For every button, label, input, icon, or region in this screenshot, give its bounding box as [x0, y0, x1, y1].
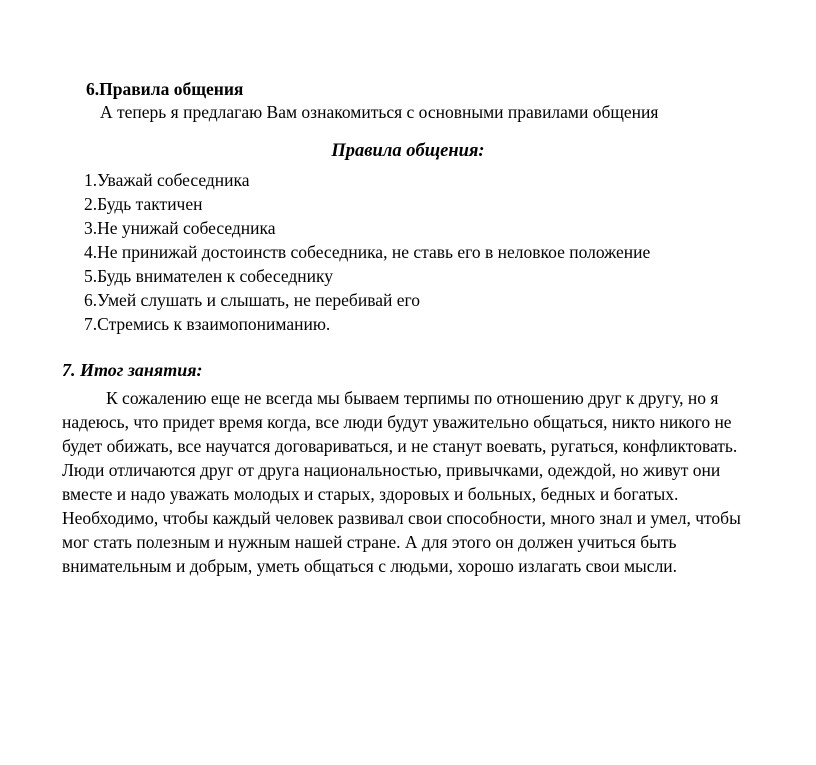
- intro-paragraph: А теперь я предлагаю Вам ознакомиться с основными правилами общения: [100, 102, 659, 123]
- summary-paragraph: К сожалению еще не всегда мы бываем терпимы по отношению друг к другу, но я надеюсь, что придет время когда, все люди будут уважительно общаться, никто никого не будет обижать, все научатся договариваться, и не станут воевать, ругаться, конфликтовать. Люди отличаются друг от друга национальностью, привычками, одеждой, но живут они вместе и надо уважать молодых и старых, здоровых и больных, бедных и богатых. Необходимо, чтобы каждый человек развивал свои способности, много знал и умел, чтобы мог стать полезным и нужным нашей стране. А для этого он должен учиться быть внимательным и добрым, уметь общаться с людьми, хорошо излагать свои мысли.: [62, 388, 741, 576]
- list-item: 3.Не унижай собеседника: [84, 218, 276, 239]
- list-item: 4.Не принижай достоинств собеседника, не ставь его в неловкое положение: [84, 242, 651, 263]
- section-heading-summary: 7. Итог занятия:: [62, 360, 203, 381]
- document-body: [62, 78, 754, 579]
- list-item: 6.Умей слушать и слышать, не перебивай его: [84, 290, 420, 311]
- rules-list: [62, 169, 754, 337]
- rules-title: Правила общения:: [331, 140, 485, 161]
- section-heading-rules: 6.Правила общения: [86, 79, 244, 99]
- list-item: 2.Будь тактичен: [84, 194, 203, 215]
- list-item: 5.Будь внимателен к собеседнику: [84, 266, 333, 287]
- list-item: 1.Уважай собеседника: [84, 170, 250, 191]
- list-item: 7.Стремись к взаимопониманию.: [84, 314, 331, 335]
